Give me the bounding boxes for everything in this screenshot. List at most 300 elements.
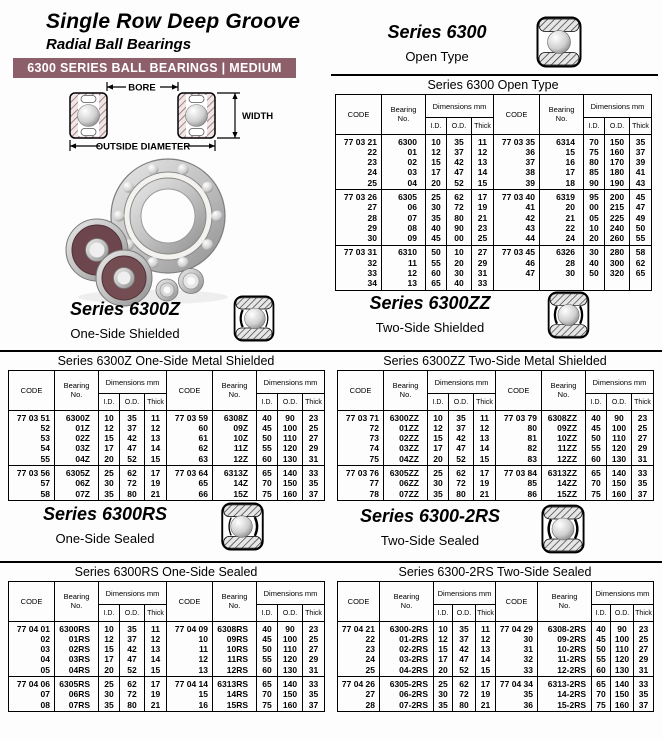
cell-value: 21 xyxy=(565,212,576,223)
cell-value: 13 xyxy=(150,644,161,655)
cell-value: 72 xyxy=(454,202,464,213)
cell-value: 320 xyxy=(609,268,625,279)
bearing-no-cell xyxy=(540,135,584,190)
cell-value: 14 xyxy=(150,654,161,665)
cell-value: 02-2RS xyxy=(399,644,428,655)
cell-value: 77 04 01 xyxy=(16,623,50,634)
cell-value: 21 xyxy=(477,212,488,223)
code-header: CODE xyxy=(338,371,384,411)
cell-value: 31 xyxy=(308,453,319,464)
cell-value: 17 xyxy=(433,443,443,454)
dimensions-header: Dimensions mm xyxy=(434,582,496,605)
cell-value: 6300 xyxy=(398,136,417,147)
cell-value: 77 03 64 xyxy=(174,467,209,478)
cell-value: 14Z xyxy=(233,478,249,489)
series-subtitle: One-Side Shielded xyxy=(70,326,180,341)
cell-value: 25 xyxy=(637,422,648,433)
cell-value: 80 xyxy=(127,699,137,710)
cell-value: 12 xyxy=(150,422,161,433)
cell-value: 19 xyxy=(150,689,161,700)
table-row-group xyxy=(338,677,654,712)
bearing-no-header: Bearing No. xyxy=(540,95,584,135)
cell-value: 65 xyxy=(262,467,272,478)
cell-value: 19 xyxy=(150,478,161,489)
id-header: I.D. xyxy=(99,394,120,411)
cell-value: 35 xyxy=(308,478,319,489)
cell-value: 10-2RS xyxy=(557,644,587,655)
cell-value: 15 xyxy=(431,157,441,168)
id-cell xyxy=(99,622,120,677)
cell-value: 28 xyxy=(565,257,576,268)
cell-value: 20 xyxy=(104,453,114,464)
cell-value: 225 xyxy=(609,212,625,223)
cell-value: 23 xyxy=(308,412,319,423)
cell-value: 17 xyxy=(565,167,576,178)
table-row-group xyxy=(338,411,654,466)
cell-value: 39 xyxy=(525,177,536,188)
one-side-sealed-table xyxy=(8,565,324,712)
tiny-bearing xyxy=(179,269,204,294)
od-cell xyxy=(120,677,145,712)
cell-value: 27 xyxy=(365,689,375,700)
cell-value: 52 xyxy=(127,453,137,464)
cell-value: 140 xyxy=(614,678,630,689)
cell-value: 27 xyxy=(638,644,649,655)
id-cell xyxy=(257,466,278,501)
id-cell xyxy=(584,135,605,190)
dimensions-header: Dimensions mm xyxy=(257,582,325,605)
cell-value: 160 xyxy=(282,488,298,499)
cell-value: 47 xyxy=(525,268,536,279)
cell-value: 30 xyxy=(431,202,441,213)
cell-value: 17 xyxy=(479,467,490,478)
cell-value: 29 xyxy=(308,443,319,454)
cell-value: 70 xyxy=(262,689,272,700)
cell-value: 50 xyxy=(635,222,646,233)
cell-value: 37 xyxy=(456,422,466,433)
cell-value: 12Z xyxy=(233,453,249,464)
thick-header: Thick xyxy=(303,605,325,622)
cell-value: 14ZZ xyxy=(557,478,578,489)
thick-cell xyxy=(630,135,652,190)
bearing-no-cell xyxy=(540,245,584,290)
cell-value: 60 xyxy=(262,664,272,675)
cell-value: 150 xyxy=(282,689,298,700)
cell-value: 29 xyxy=(637,443,648,454)
thick-cell xyxy=(145,677,167,712)
id-header: I.D. xyxy=(257,605,278,622)
cell-value: 06RS xyxy=(68,689,90,700)
od-cell xyxy=(605,135,630,190)
cell-value: 65 xyxy=(198,478,209,489)
cell-value: 08 xyxy=(40,699,50,710)
od-cell xyxy=(607,466,632,501)
cell-value: 35 xyxy=(104,488,114,499)
od-cell xyxy=(611,677,634,712)
thick-cell xyxy=(630,190,652,245)
cell-value: 07Z xyxy=(75,488,90,499)
cell-value: 90 xyxy=(614,412,624,423)
cell-value: 11-2RS xyxy=(557,654,587,665)
code-cell xyxy=(338,677,380,712)
cell-value: 27 xyxy=(308,644,319,655)
cell-value: 30 xyxy=(104,478,114,489)
series-subtitle: Two-Side Shielded xyxy=(375,320,485,335)
cell-value: 37 xyxy=(459,633,469,644)
cell-value: 47 xyxy=(459,654,469,665)
cell-value: 77 04 09 xyxy=(174,623,209,634)
cell-value: 23 xyxy=(367,157,377,168)
id-cell xyxy=(99,466,120,501)
thick-cell xyxy=(472,135,494,190)
cell-value: 06 xyxy=(407,202,417,213)
cell-value: 33 xyxy=(477,278,488,289)
code-cell xyxy=(336,135,382,190)
cell-value: 02ZZ xyxy=(399,433,419,444)
cell-value: 25 xyxy=(433,467,443,478)
width-dimension-label: WIDTH xyxy=(242,111,274,122)
series-heading-z xyxy=(20,299,230,341)
code-cell xyxy=(338,622,380,677)
cell-value: 54 xyxy=(40,443,50,454)
cell-value: 15RS xyxy=(226,699,249,710)
cell-value: 77 04 06 xyxy=(16,678,50,689)
cell-value: 6300Z xyxy=(65,412,90,423)
cell-value: 12 xyxy=(480,633,491,644)
cell-value: 72 xyxy=(369,422,379,433)
code-cell xyxy=(9,411,55,466)
code-cell xyxy=(496,411,542,466)
thick-header: Thick xyxy=(303,394,325,411)
code-cell xyxy=(338,411,384,466)
cell-value: 32 xyxy=(523,654,534,665)
cell-value: 39 xyxy=(635,157,646,168)
bearing-no-header: Bearing No. xyxy=(542,371,586,411)
cell-value: 19 xyxy=(480,689,491,700)
cell-value: 80 xyxy=(589,157,599,168)
series-heading-rs xyxy=(0,504,210,546)
id-cell xyxy=(426,135,447,190)
cell-value: 11RS xyxy=(227,654,249,665)
cell-value: 37 xyxy=(635,146,646,157)
cell-value: 40 xyxy=(431,222,441,233)
series-banner: 6300 SERIES BALL BEARINGS | MEDIUM xyxy=(13,58,296,78)
cell-value: 12 xyxy=(150,633,161,644)
cell-value: 18 xyxy=(565,177,576,188)
cell-value: 40 xyxy=(454,278,464,289)
cell-value: 13 xyxy=(150,433,161,444)
bearing-no-cell xyxy=(55,466,99,501)
cell-value: 110 xyxy=(612,433,626,444)
cell-value: 55 xyxy=(431,257,441,268)
cell-value: 81 xyxy=(527,433,538,444)
cell-value: 15 xyxy=(477,177,488,188)
cell-value: 17 xyxy=(431,167,441,178)
cell-value: 25 xyxy=(367,177,377,188)
cell-value: 6305 xyxy=(398,191,417,202)
cell-value: 77 03 35 xyxy=(501,136,536,147)
tiny-bearing xyxy=(156,279,178,301)
cell-value: 14 xyxy=(477,167,488,178)
code-cell xyxy=(336,245,382,290)
od-header: O.D. xyxy=(278,605,303,622)
bearing-no-cell xyxy=(542,466,586,501)
thick-cell xyxy=(634,677,654,712)
cell-value: 120 xyxy=(611,443,627,454)
bearing-no-header: Bearing No. xyxy=(538,582,592,622)
cell-value: 20 xyxy=(454,257,464,268)
cell-value: 22 xyxy=(365,633,375,644)
cell-value: 15 xyxy=(479,453,490,464)
cell-value: 03Z xyxy=(75,443,90,454)
id-header: I.D. xyxy=(426,118,447,135)
od-header: O.D. xyxy=(605,118,630,135)
cell-value: 82 xyxy=(527,443,538,454)
id-header: I.D. xyxy=(434,605,453,622)
cell-value: 45 xyxy=(431,233,441,244)
cell-value: 72 xyxy=(456,478,466,489)
thick-cell xyxy=(634,622,654,677)
cell-value: 42 xyxy=(456,433,466,444)
cell-value: 11 xyxy=(408,257,417,268)
cell-value: 23 xyxy=(477,222,488,233)
cell-value: 6313Z xyxy=(223,467,249,478)
code-cell xyxy=(494,245,540,290)
od-cell xyxy=(607,411,632,466)
cell-value: 15 xyxy=(480,664,491,675)
thick-cell xyxy=(476,622,496,677)
thick-cell xyxy=(630,245,652,290)
cell-value: 6326 xyxy=(556,247,576,258)
table-row-group xyxy=(336,190,652,245)
series-title: Series 6300-2RS xyxy=(359,506,501,526)
cell-value: 45 xyxy=(262,422,272,433)
cell-value: 77 03 21 xyxy=(343,136,377,147)
cell-value: 65 xyxy=(596,678,606,689)
cell-value: 19 xyxy=(479,478,490,489)
cell-value: 6300-2RS xyxy=(389,623,428,634)
cell-value: 110 xyxy=(615,644,629,655)
cell-value: 65 xyxy=(431,278,441,289)
cell-value: 41 xyxy=(525,202,536,213)
cell-value: 74 xyxy=(369,443,379,454)
cell-value: 62 xyxy=(454,191,464,202)
cell-value: 80 xyxy=(527,422,538,433)
cell-value: 6305Z xyxy=(65,467,90,478)
cell-value: 35 xyxy=(127,623,137,634)
bearing-no-header: Bearing No. xyxy=(384,371,428,411)
code-header: CODE xyxy=(496,371,542,411)
cell-value: 07RS xyxy=(68,699,90,710)
cell-value: 90 xyxy=(617,623,627,634)
series-subtitle: Two-Side Sealed xyxy=(380,533,480,548)
cell-value: 77 03 51 xyxy=(16,412,50,423)
od-cell xyxy=(278,622,303,677)
cell-value: 05 xyxy=(40,664,50,675)
cell-value: 6300RS xyxy=(59,623,90,634)
code-cell xyxy=(494,190,540,245)
cell-value: 140 xyxy=(282,678,298,689)
cell-value: 01Z xyxy=(75,422,90,433)
cell-value: 77 03 59 xyxy=(174,412,209,423)
cell-value: 10 xyxy=(438,623,448,634)
code-cell xyxy=(9,622,55,677)
cell-value: 09Z xyxy=(233,422,249,433)
bearing-table xyxy=(337,581,654,712)
cell-value: 77 03 31 xyxy=(343,247,377,258)
cell-value: 90 xyxy=(285,623,295,634)
id-cell xyxy=(586,466,607,501)
cell-value: 6313-2RS xyxy=(547,678,587,689)
cell-value: 60 xyxy=(591,453,601,464)
cell-value: 58 xyxy=(635,247,646,258)
id-cell xyxy=(257,622,278,677)
cell-value: 6308RS xyxy=(217,623,249,634)
cell-value: 24 xyxy=(565,233,576,244)
cell-value: 03RS xyxy=(68,654,90,665)
cell-value: 31 xyxy=(477,268,488,279)
cell-value: 77 04 29 xyxy=(499,623,534,634)
id-cell xyxy=(99,677,120,712)
cell-value: 27 xyxy=(367,202,377,213)
cell-value: 72 xyxy=(127,689,137,700)
bore-dimension-label: BORE xyxy=(128,82,156,94)
cell-value: 63 xyxy=(198,453,209,464)
cell-value: 09RS xyxy=(226,633,249,644)
cell-value: 10ZZ xyxy=(557,433,578,444)
code-cell xyxy=(167,466,213,501)
thick-cell xyxy=(145,466,167,501)
cell-value: 45 xyxy=(635,191,646,202)
cell-value: 25 xyxy=(104,467,114,478)
cell-value: 70 xyxy=(596,689,606,700)
cell-value: 45 xyxy=(591,422,601,433)
dimensions-header: Dimensions mm xyxy=(584,95,652,118)
od-cell xyxy=(449,411,474,466)
cell-value: 150 xyxy=(609,136,625,147)
cell-value: 21 xyxy=(479,488,490,499)
open-type-table xyxy=(335,78,651,291)
series-title: Series 6300Z xyxy=(69,299,181,319)
cell-value: 100 xyxy=(614,633,630,644)
bearings-photo xyxy=(48,146,253,308)
cell-value: 34 xyxy=(367,278,377,289)
cell-value: 260 xyxy=(609,233,625,244)
cell-value: 03-2RS xyxy=(399,654,428,665)
thick-cell xyxy=(632,466,654,501)
table-title: Series 6300RS One-Side Sealed xyxy=(74,565,258,579)
cell-value: 22 xyxy=(367,146,377,157)
thick-cell xyxy=(303,466,325,501)
cell-value: 15-2RS xyxy=(557,699,587,710)
cell-value: 30 xyxy=(523,633,534,644)
cell-value: 23 xyxy=(637,412,648,423)
cell-value: 60 xyxy=(431,268,441,279)
thick-header: Thick xyxy=(472,118,494,135)
cell-value: 6300ZZ xyxy=(389,412,419,423)
cell-value: 60 xyxy=(596,664,606,675)
cell-value: 90 xyxy=(454,222,464,233)
cell-value: 65 xyxy=(635,268,646,279)
table-title: Series 6300Z One-Side Metal Shielded xyxy=(57,354,275,368)
cell-value: 62 xyxy=(459,678,469,689)
cell-value: 36 xyxy=(523,699,534,710)
cell-value: 6305-2RS xyxy=(389,678,428,689)
id-cell xyxy=(434,622,453,677)
cell-value: 31 xyxy=(523,644,534,655)
cell-value: 75 xyxy=(262,699,272,710)
cell-value: 62 xyxy=(456,467,466,478)
thick-cell xyxy=(145,622,167,677)
cell-value: 40 xyxy=(596,623,606,634)
cell-value: 75 xyxy=(589,146,599,157)
cell-value: 52 xyxy=(127,664,137,675)
cell-value: 20 xyxy=(433,453,443,464)
divider-rule xyxy=(0,350,662,352)
table-row-group xyxy=(338,622,654,677)
cell-value: 130 xyxy=(611,453,627,464)
cell-value: 50 xyxy=(589,268,599,279)
thick-header: Thick xyxy=(145,394,167,411)
series-heading-2rs xyxy=(340,506,520,548)
cell-value: 10 xyxy=(104,412,114,423)
code-cell xyxy=(338,466,384,501)
cell-value: 90 xyxy=(285,412,295,423)
od-cell xyxy=(120,622,145,677)
cell-value: 42 xyxy=(459,644,469,655)
code-header: CODE xyxy=(496,582,538,622)
cell-value: 33 xyxy=(308,467,319,478)
cell-value: 83 xyxy=(527,453,538,464)
cell-value: 20 xyxy=(431,177,441,188)
cell-value: 72 xyxy=(459,689,469,700)
cell-value: 12 xyxy=(479,422,490,433)
cell-value: 100 xyxy=(611,422,627,433)
cell-value: 12ZZ xyxy=(557,453,578,464)
cell-value: 15 xyxy=(438,644,448,655)
cell-value: 07 xyxy=(407,212,417,223)
cell-value: 15 xyxy=(150,664,161,675)
cell-value: 25 xyxy=(365,664,375,675)
cell-value: 16 xyxy=(198,699,209,710)
cell-value: 85 xyxy=(589,167,599,178)
bearing-no-cell xyxy=(213,622,257,677)
divider-rule xyxy=(331,74,658,76)
thick-cell xyxy=(474,411,496,466)
cell-value: 17 xyxy=(438,654,448,665)
cell-value: 37 xyxy=(308,699,319,710)
cell-value: 23 xyxy=(308,623,319,634)
cell-value: 6305ZZ xyxy=(389,467,419,478)
dimensions-header: Dimensions mm xyxy=(428,371,496,394)
table-row-group xyxy=(9,411,325,466)
bearing-no-header: Bearing No. xyxy=(380,582,434,622)
cell-value: 21 xyxy=(150,699,161,710)
cell-value: 77 04 21 xyxy=(341,623,375,634)
code-cell xyxy=(494,135,540,190)
cell-value: 6308Z xyxy=(223,412,249,423)
id-cell xyxy=(584,190,605,245)
cell-value: 40 xyxy=(589,257,599,268)
cell-value: 77 xyxy=(369,478,379,489)
cell-value: 77 03 76 xyxy=(345,467,379,478)
cell-value: 42 xyxy=(454,157,464,168)
od-cell xyxy=(611,622,634,677)
id-cell xyxy=(584,245,605,290)
thick-header: Thick xyxy=(474,394,496,411)
code-cell xyxy=(167,677,213,712)
cell-value: 12 xyxy=(433,422,443,433)
